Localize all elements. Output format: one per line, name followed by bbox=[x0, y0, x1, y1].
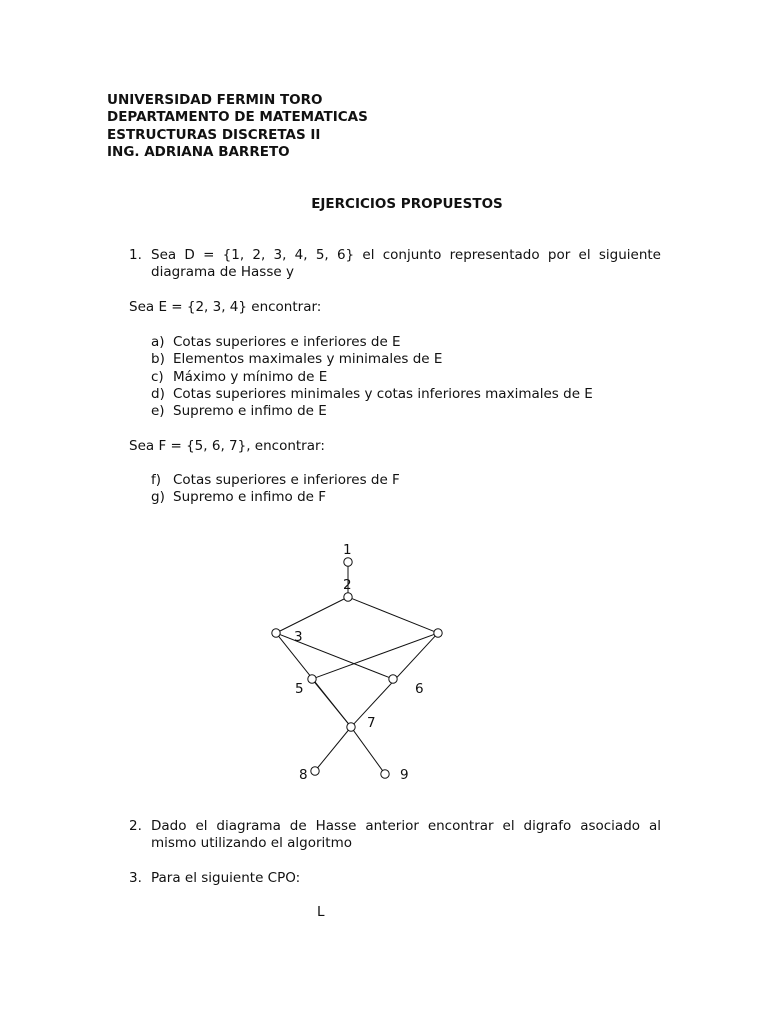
item-label: a) bbox=[151, 334, 165, 350]
item-text: Supremo e infimo de E bbox=[173, 403, 327, 420]
hasse-edge bbox=[318, 730, 349, 767]
hasse-node-n2 bbox=[344, 593, 352, 601]
exercise-2-number: 2. bbox=[129, 818, 142, 834]
set-e-statement: Sea E = {2, 3, 4} encontrar: bbox=[129, 299, 322, 315]
item-label: f) bbox=[151, 472, 162, 488]
hasse-node-label: 2 bbox=[343, 577, 352, 593]
hasse-edge bbox=[353, 730, 382, 770]
hasse-node-label: 8 bbox=[299, 767, 308, 783]
item-label: c) bbox=[151, 368, 164, 385]
item-text: Supremo e infimo de F bbox=[173, 489, 326, 506]
item-label: d) bbox=[151, 385, 165, 402]
hasse-edge bbox=[315, 682, 349, 723]
hasse-node-n4 bbox=[434, 629, 442, 637]
item-text: Cotas superiores e inferiores de F bbox=[173, 472, 400, 488]
exercise-1-number: 1. bbox=[129, 247, 142, 263]
item-text: Cotas superiores e inferiores de E bbox=[173, 334, 401, 350]
hasse-node-n6 bbox=[389, 675, 397, 683]
hasse-node-n5 bbox=[308, 675, 316, 683]
exercise-2-text: Dado el diagrama de Hasse anterior encontrar el digrafo asociado al mismo utilizando el algoritmo bbox=[151, 818, 661, 852]
header-course: ESTRUCTURAS DISCRETAS II bbox=[107, 126, 321, 143]
cpo-top-label: L bbox=[317, 904, 325, 920]
item-text: Máximo y mínimo de E bbox=[173, 368, 328, 385]
hasse-node-label: 3 bbox=[294, 629, 303, 645]
item-label: e) bbox=[151, 403, 165, 420]
hasse-node-n8 bbox=[311, 767, 319, 775]
page-title: EJERCICIOS PROPUESTOS bbox=[311, 196, 503, 212]
header-university: UNIVERSIDAD FERMIN TORO bbox=[107, 92, 323, 108]
hasse-node-n9 bbox=[381, 770, 389, 778]
hasse-node-n7 bbox=[347, 723, 355, 731]
hasse-node-label: 5 bbox=[295, 681, 304, 697]
exercise-1-text: Sea D = {1, 2, 3, 4, 5, 6} el conjunto representado por el siguiente diagrama de Hasse y bbox=[151, 247, 661, 281]
set-f-statement: Sea F = {5, 6, 7}, encontrar: bbox=[129, 438, 325, 454]
item-text: Cotas superiores minimales y cotas inferiores maximales de E bbox=[173, 385, 593, 402]
exercise-2 bbox=[129, 818, 661, 853]
exercise-3 bbox=[129, 870, 661, 887]
hasse-edge bbox=[352, 599, 434, 632]
hasse-node-label: 9 bbox=[400, 767, 409, 783]
item-label: b) bbox=[151, 351, 165, 368]
exercise-3-number: 3. bbox=[129, 870, 142, 886]
hasse-node-label: 6 bbox=[415, 681, 424, 697]
item-text: Elementos maximales y minimales de E bbox=[173, 351, 443, 368]
item-label: g) bbox=[151, 489, 165, 506]
header-professor: ING. ADRIANA BARRETO bbox=[107, 143, 290, 160]
hasse-node-label: 7 bbox=[367, 715, 376, 731]
hasse-node-n3 bbox=[272, 629, 280, 637]
exercise-3-text: Para el siguiente CPO: bbox=[151, 870, 301, 886]
hasse-node-n1 bbox=[344, 558, 352, 566]
header-department: DEPARTAMENTO DE MATEMATICAS bbox=[107, 109, 368, 126]
hasse-edge bbox=[280, 599, 344, 631]
hasse-node-label: 1 bbox=[343, 542, 352, 558]
